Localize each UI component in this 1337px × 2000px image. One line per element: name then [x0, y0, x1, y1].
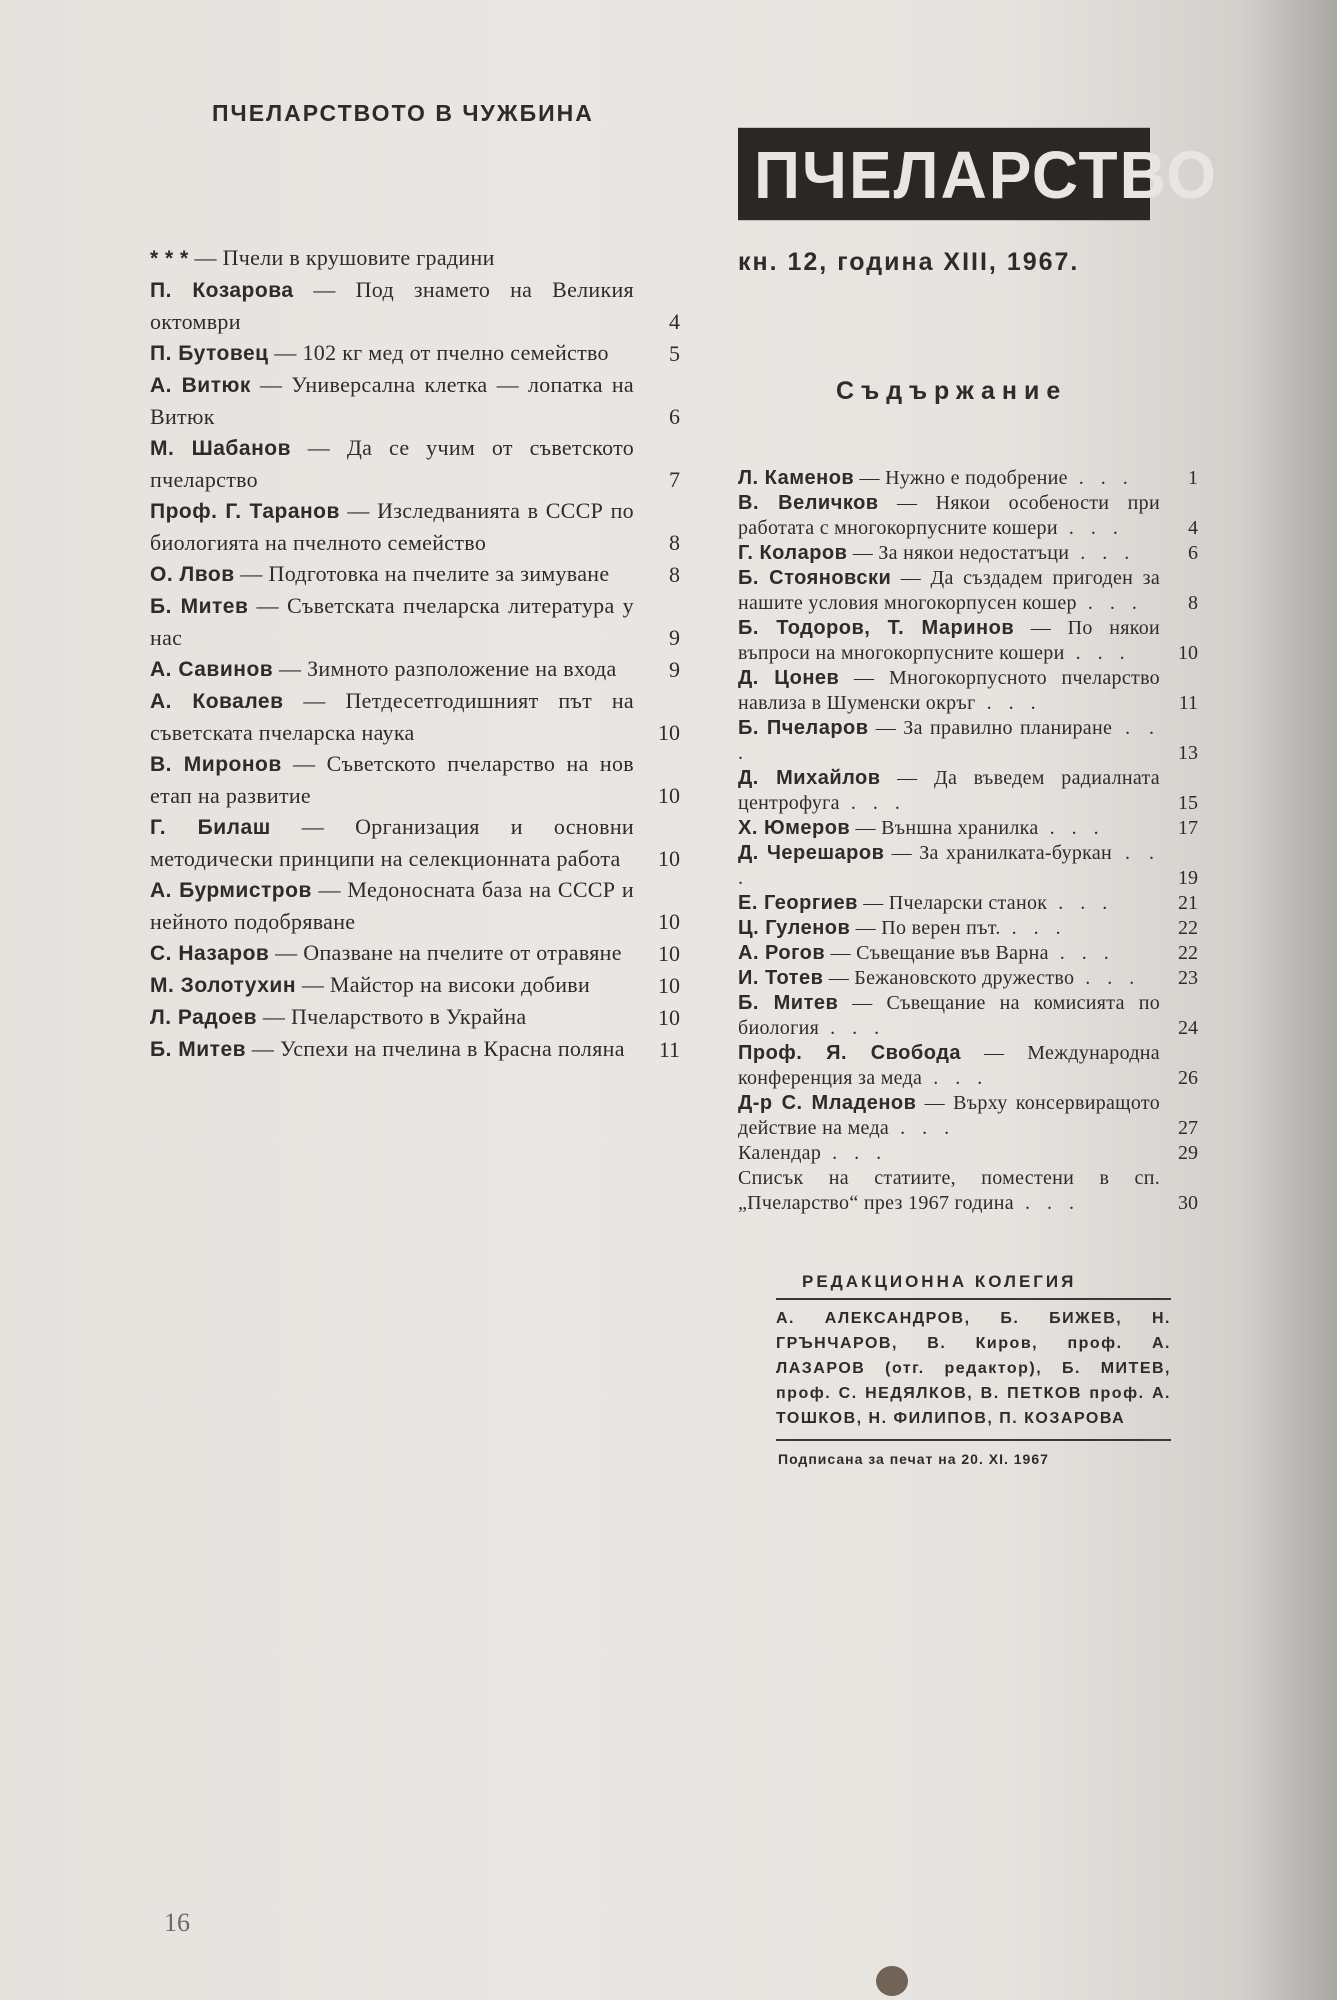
entry-title: — Зимното разположение на входа: [279, 656, 617, 681]
entry-page-number: 19: [1178, 867, 1198, 889]
entry-page-number: 6: [669, 404, 680, 429]
entry-author: Б. Тодоров, Т. Маринов: [738, 617, 1015, 639]
entry-text: [150, 495, 634, 558]
entry-page-number: 15: [1178, 792, 1198, 814]
entry-page-number: 23: [1178, 967, 1198, 989]
leader-dots: . . .: [819, 1017, 886, 1039]
entry-page-number: 22: [1178, 942, 1198, 964]
contents-entry: [150, 937, 680, 969]
entry-text: [738, 616, 1160, 666]
entry-author: Ц. Гуленов: [738, 917, 851, 939]
entry-text: [150, 874, 634, 937]
editorial-board: [776, 1272, 1171, 1467]
contents-entry: [150, 1001, 680, 1033]
entry-page-number: 10: [658, 720, 680, 745]
entry-page-number: 8: [669, 562, 680, 587]
contents-entry: [738, 566, 1198, 616]
entry-title: — Съвещание на комисията по биология: [738, 992, 1160, 1039]
entry-author: А. Витюк: [150, 374, 251, 397]
entry-author: А. Савинов: [150, 658, 274, 681]
contents-entry: [738, 891, 1198, 916]
entry-title: — Опазване на пчелите от отравяне: [275, 940, 622, 965]
entry-page-number: 10: [658, 846, 680, 871]
entry-author: Х. Юмеров: [738, 817, 851, 839]
contents-entry: [150, 811, 680, 874]
leader-dots: . . .: [738, 717, 1160, 764]
contents-entry: [150, 369, 680, 432]
entry-title: — За хранилката-буркан: [891, 842, 1113, 864]
contents-entry: [738, 491, 1198, 541]
entry-title: — Майстор на високи добиви: [301, 972, 591, 997]
entry-author: Б. Митев: [150, 1038, 247, 1061]
entry-text: [150, 748, 634, 811]
leader-dots: . . .: [889, 1117, 956, 1139]
contents-entry: [150, 337, 680, 369]
entry-author: В. Миронов: [150, 753, 282, 776]
entry-text: [738, 566, 1160, 616]
entry-author: П. Бутовец: [150, 342, 269, 365]
leader-dots: . . .: [1000, 917, 1067, 939]
entry-author: А. Ковалев: [150, 690, 284, 713]
entry-title: — Под знамето на Великия октомври: [150, 277, 634, 334]
entry-page-number: 22: [1178, 917, 1198, 939]
editorial-board-title: РЕДАКЦИОННА КОЛЕГИЯ: [776, 1272, 1171, 1300]
entry-text: [738, 1141, 1160, 1166]
entry-title: Календар: [738, 1142, 822, 1164]
entry-page-number: 21: [1178, 892, 1198, 914]
entry-page-number: 10: [658, 941, 680, 966]
leader-dots: . . .: [1013, 1192, 1080, 1214]
entry-text: [738, 491, 1160, 541]
contents-entry: [738, 1041, 1198, 1091]
entry-title: — Изследванията в СССР по биологията на пчелното семейство: [150, 498, 634, 555]
entry-text: [150, 337, 634, 369]
entry-text: [738, 716, 1160, 766]
entry-page-number: 26: [1178, 1067, 1198, 1089]
entry-text: [150, 369, 634, 432]
entry-title: — Международна конференция за меда: [738, 1042, 1160, 1089]
left-contents-list: [150, 242, 680, 1065]
entry-page-number: 10: [658, 973, 680, 998]
entry-text: [738, 666, 1160, 716]
leader-dots: . . .: [1074, 967, 1141, 989]
contents-entry: [150, 874, 680, 937]
entry-page-number: 24: [1178, 1017, 1198, 1039]
entry-author: П. Козарова: [150, 279, 294, 302]
entry-author: Л. Радоев: [150, 1006, 258, 1029]
contents-entry: [738, 1091, 1198, 1141]
entry-title: — Организация и основни методически принципи на селекционната работа: [150, 814, 634, 871]
entry-text: [150, 1001, 634, 1033]
entry-text: [738, 966, 1160, 991]
entry-page-number: 10: [658, 909, 680, 934]
entry-author: Б. Стояновски: [738, 567, 892, 589]
entry-title: — За правилно планиране: [875, 717, 1113, 739]
entry-page-number: 4: [669, 309, 680, 334]
entry-text: [738, 891, 1160, 916]
entry-author: Д. Цонев: [738, 667, 840, 689]
entry-author: А. Рогов: [738, 942, 826, 964]
contents-entry: [738, 991, 1198, 1041]
entry-author: Проф. Г. Таранов: [150, 500, 340, 523]
entry-title: — Подготовка на пчелите за зимуване: [240, 561, 610, 586]
entry-title: — Бежановското дружество: [828, 967, 1075, 989]
entry-author: Г. Коларов: [738, 542, 848, 564]
entry-text: [150, 969, 634, 1001]
contents-entry: [738, 766, 1198, 816]
contents-entry: [738, 466, 1198, 491]
entry-text: [738, 841, 1160, 891]
contents-entry: [738, 1141, 1198, 1166]
contents-entry: [150, 274, 680, 337]
entry-title: — Универсална клетка — лопатка на Витюк: [150, 372, 634, 429]
entry-text: [738, 1041, 1160, 1091]
contents-entry: [150, 495, 680, 558]
paper-stain: [876, 1966, 908, 1996]
entry-title: — Пчеларски станок: [863, 892, 1048, 914]
contents-entry: [738, 916, 1198, 941]
entry-text: [150, 937, 634, 969]
entry-text: [738, 991, 1160, 1041]
contents-entry: [738, 616, 1198, 666]
contents-entry: [150, 969, 680, 1001]
entry-author: С. Назаров: [150, 942, 270, 965]
print-date-note: Подписана за печат на 20. XI. 1967: [778, 1451, 1049, 1467]
entry-author: В. Величков: [738, 492, 879, 514]
page-number: 16: [164, 1908, 190, 1937]
entry-title: — Някои особености при работата с многокорпусните кошери: [738, 492, 1160, 539]
leader-dots: . . .: [1064, 642, 1131, 664]
entry-page-number: 4: [1188, 517, 1198, 539]
entry-page-number: 10: [658, 783, 680, 808]
magazine-masthead: ПЧЕЛАРСТВО: [738, 128, 1150, 220]
contents-entry: [150, 653, 680, 685]
entry-text: [150, 590, 634, 653]
entry-page-number: 11: [1178, 692, 1198, 714]
entry-page-number: 17: [1178, 817, 1198, 839]
entry-text: [150, 811, 634, 874]
entry-author: Г. Билаш: [150, 816, 271, 839]
entry-page-number: 7: [669, 467, 680, 492]
entry-title: — За някои недостатъци: [852, 542, 1070, 564]
right-contents-list: [738, 466, 1198, 1216]
leader-dots: . . .: [738, 842, 1160, 889]
leader-dots: . . .: [1067, 467, 1134, 489]
contents-entry: [738, 1166, 1198, 1216]
entry-author: Д-р С. Младенов: [738, 1092, 917, 1114]
leader-dots: . . .: [1047, 892, 1114, 914]
right-column: [738, 130, 1218, 1467]
entry-title: — Пчели в крушовите градини: [194, 245, 495, 270]
leader-dots: . . .: [839, 792, 906, 814]
entry-author: М. Шабанов: [150, 437, 291, 460]
leader-dots: . . .: [975, 692, 1042, 714]
entry-title: — Съветското пчеларство на нов етап на развитие: [150, 751, 634, 808]
entry-text: [738, 941, 1160, 966]
entry-text: [150, 685, 634, 748]
entry-page-number: 30: [1178, 1192, 1198, 1214]
entry-author: Б. Пчеларов: [738, 717, 869, 739]
entry-title: — Многокорпусното пчеларство навлиза в Шуменски окръг: [738, 667, 1160, 714]
entry-author: Л. Каменов: [738, 467, 855, 489]
contents-entry: [738, 716, 1198, 766]
entry-title: — Да създадем пригоден за нашите условия многокорпусен кошер: [738, 567, 1161, 614]
entry-text: [738, 766, 1160, 816]
entry-page-number: 9: [669, 657, 680, 682]
contents-entry: [738, 966, 1198, 991]
entry-author: О. Лвов: [150, 563, 235, 586]
entry-page-number: 13: [1178, 742, 1198, 764]
contents-entry: [150, 558, 680, 590]
entry-page-number: 8: [1188, 592, 1198, 614]
entry-author: Б. Митев: [150, 595, 249, 618]
entry-text: [738, 1166, 1160, 1216]
entry-page-number: 29: [1178, 1142, 1198, 1164]
entry-page-number: 9: [669, 625, 680, 650]
entry-author: Е. Георгиев: [738, 892, 858, 914]
entry-page-number: 8: [669, 530, 680, 555]
entry-author: А. Бурмистров: [150, 879, 312, 902]
entry-text: [738, 816, 1160, 841]
entry-author: * * *: [150, 247, 189, 270]
entry-page-number: 10: [658, 1005, 680, 1030]
contents-entry: [150, 432, 680, 495]
issue-info: кн. 12, година XIII, 1967.: [738, 248, 1080, 276]
entry-title: — Да въведем радиалната центрофуга: [738, 767, 1160, 814]
entry-title: Списък на статиите, поместени в сп. „Пчеларство“ през 1967 година: [738, 1167, 1160, 1214]
entry-title: — Върху консервиращото действие на меда: [738, 1092, 1160, 1139]
entry-author: Проф. Я. Свобода: [738, 1042, 962, 1064]
entry-text: [738, 1091, 1160, 1141]
contents-entry: [738, 541, 1198, 566]
entry-text: [150, 558, 634, 590]
entry-page-number: 10: [1178, 642, 1198, 664]
entry-text: [150, 242, 634, 274]
entry-title: — Успехи на пчелина в Красна поляна: [251, 1036, 625, 1061]
entry-title: — Съветската пчеларска литература у нас: [150, 593, 634, 650]
leader-dots: . . .: [1069, 542, 1136, 564]
contents-entry: [738, 666, 1198, 716]
entry-title: — По някои въпроси на многокорпусните кошери: [738, 617, 1161, 664]
contents-entry: [738, 816, 1198, 841]
entry-author: Д. Черешаров: [738, 842, 885, 864]
entry-title: — По верен път.: [855, 917, 1001, 939]
entry-author: Д. Михайлов: [738, 767, 881, 789]
entry-text: [738, 916, 1160, 941]
contents-entry: [150, 748, 680, 811]
contents-entry: [738, 841, 1198, 891]
entry-page-number: 1: [1188, 467, 1198, 489]
leader-dots: . . .: [1038, 817, 1105, 839]
entry-title: — Медоносната база на СССР и нейното подобряване: [150, 877, 634, 934]
entry-page-number: 11: [658, 1037, 680, 1062]
leader-dots: . . .: [1048, 942, 1115, 964]
contents-entry: [150, 590, 680, 653]
entry-author: М. Золотухин: [150, 974, 297, 997]
entry-page-number: 27: [1178, 1117, 1198, 1139]
entry-title: — Съвещание във Варна: [830, 942, 1049, 964]
contents-entry: [150, 1033, 680, 1065]
left-column: [150, 100, 680, 1065]
entry-text: [738, 466, 1160, 491]
entry-text: [150, 432, 634, 495]
leader-dots: . . .: [821, 1142, 888, 1164]
entry-page-number: 6: [1188, 542, 1198, 564]
contents-entry: [150, 685, 680, 748]
leader-dots: . . .: [1076, 592, 1143, 614]
entry-title: — Петдесетгодишният път на съветската пчеларска наука: [150, 688, 634, 745]
entry-text: [150, 1033, 634, 1065]
contents-heading: Съдържание: [836, 377, 1068, 405]
entry-text: [738, 541, 1160, 566]
editorial-board-members: А. АЛЕКСАНДРОВ, Б. БИЖЕВ, Н. ГРЪНЧАРОВ, В. Киров, проф. А. ЛАЗАРОВ (отг. редактор), Б. МИТЕВ, проф. С. НЕДЯЛКОВ, В. ПЕТКОВ проф. А. ТОШКОВ, Н. ФИЛИПОВ, П. КОЗАРОВА: [776, 1300, 1171, 1441]
entry-text: [150, 653, 634, 685]
entry-text: [150, 274, 634, 337]
section-title: ПЧЕЛАРСТВОТО В ЧУЖБИНА: [212, 100, 594, 126]
entry-title: — Нужно е подобрение: [859, 467, 1068, 489]
entry-title: — Пчеларството в Украйна: [262, 1004, 527, 1029]
contents-entry: [150, 242, 680, 274]
entry-page-number: 5: [669, 341, 680, 366]
entry-author: Б. Митев: [738, 992, 839, 1014]
entry-title: — Да се учим от съветското пчеларство: [150, 435, 635, 492]
entry-title: — Външна хранилка: [855, 817, 1039, 839]
entry-title: — 102 кг мед от пчелно семейство: [274, 340, 609, 365]
contents-entry: [738, 941, 1198, 966]
leader-dots: . . .: [922, 1067, 989, 1089]
entry-author: И. Тотев: [738, 967, 824, 989]
leader-dots: . . .: [1057, 517, 1124, 539]
